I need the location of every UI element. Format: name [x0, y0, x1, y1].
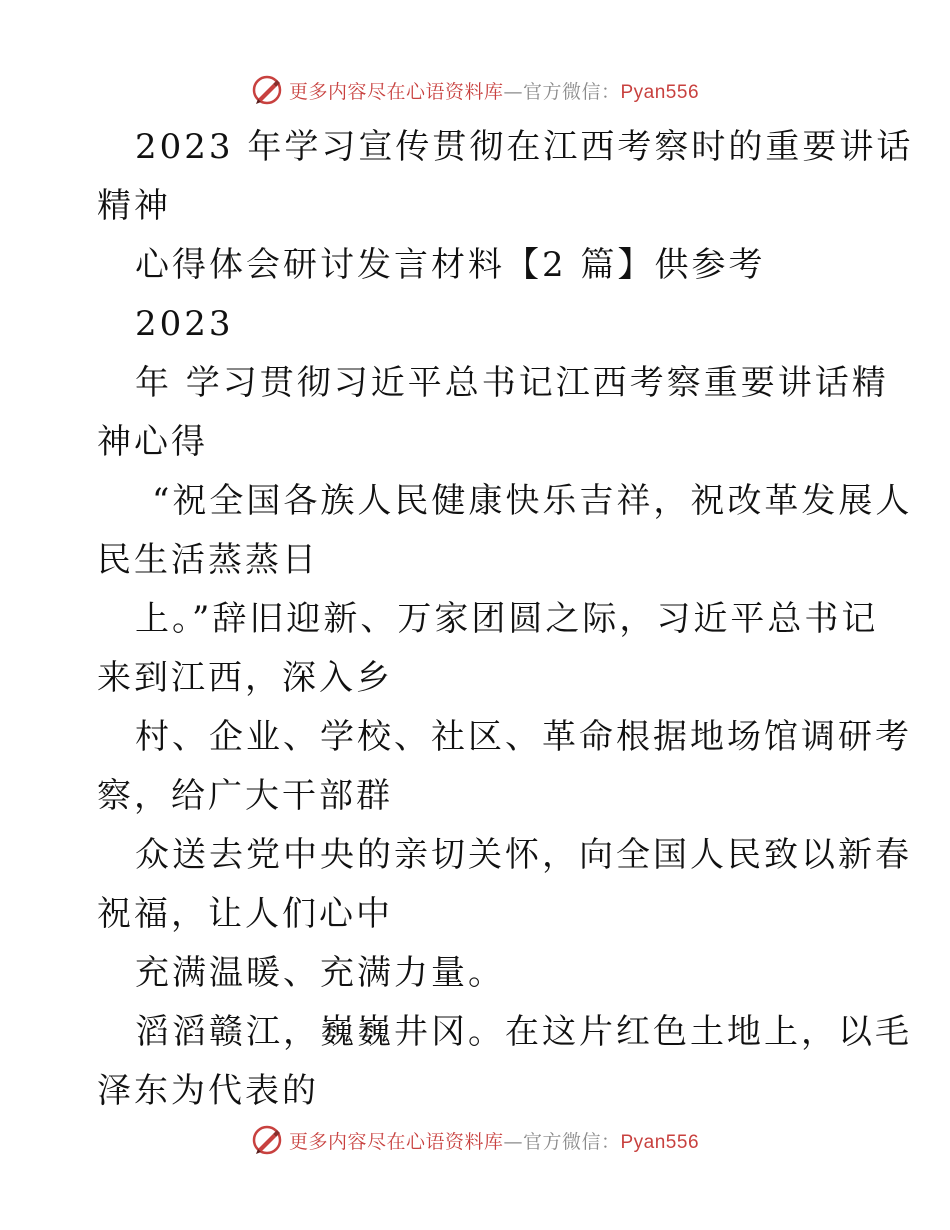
text-line: 上。”辞旧迎新、万家团圆之际，习近平总书记 [135, 599, 879, 639]
banner-text [289, 77, 699, 104]
text-line: 众送去党中央的亲切关怀，向全国人民致以新春 [135, 835, 912, 875]
text-line: 2023 年学习宣传贯彻在江西考察时的重要讲话 [135, 127, 914, 167]
pen-logo-icon [251, 1124, 283, 1156]
text-line: 祝福，让人们心中 [97, 894, 393, 934]
text-line: 察，给广大干部群 [97, 776, 393, 816]
text-line: 村、企业、学校、社区、革命根据地场馆调研考 [135, 717, 912, 757]
text-line: 神心得 [97, 422, 208, 462]
banner-main-text: 更多内容尽在心语资料库 [288, 80, 504, 103]
text-line: “祝全国各族人民健康快乐吉祥，祝改革发展人 [152, 481, 913, 521]
banner-wechat-id: Pyan556 [620, 81, 700, 103]
banner-dash: — [503, 80, 523, 103]
text-line: 滔滔赣江，巍巍井冈。在这片红色土地上，以毛 [135, 1012, 912, 1052]
text-line: 2023 [135, 304, 234, 344]
text-line: 充满温暖、充满力量。 [135, 953, 505, 993]
text-line: 民生活蒸蒸日 [97, 540, 319, 580]
banner-wechat-id: Pyan556 [620, 1131, 700, 1153]
footer-banner [0, 1120, 950, 1160]
banner-dash: — [503, 1130, 523, 1153]
header-banner [0, 70, 950, 110]
banner-official-label: 官方微信： [522, 1130, 621, 1153]
banner-main-text: 更多内容尽在心语资料库 [288, 1130, 504, 1153]
text-line: 心得体会研讨发言材料【2 篇】供参考 [135, 245, 766, 285]
banner-text [289, 1127, 699, 1154]
text-line: 精神 [97, 186, 171, 226]
banner-official-label: 官方微信： [522, 80, 621, 103]
document-body [97, 118, 914, 1121]
pen-logo-icon [251, 74, 283, 106]
text-line: 泽东为代表的 [97, 1071, 319, 1111]
text-line: 年 学习贯彻习近平总书记江西考察重要讲话精 [135, 363, 889, 403]
text-line: 来到江西，深入乡 [97, 658, 393, 698]
